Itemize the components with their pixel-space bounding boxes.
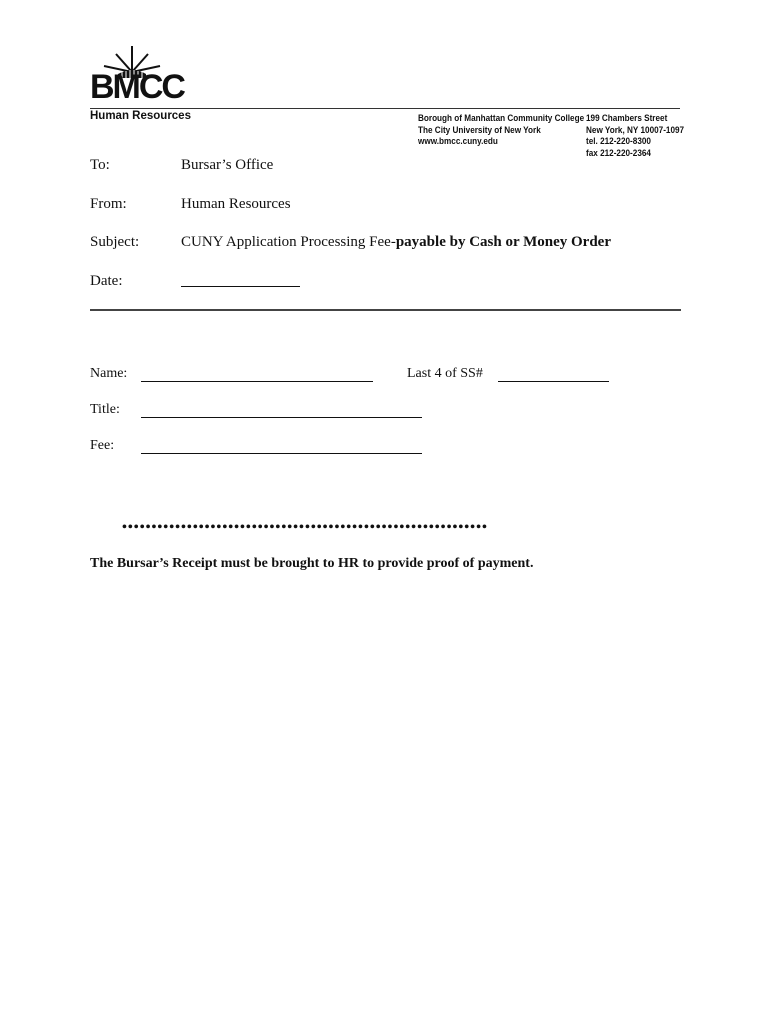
fax: fax 212-220-2364 — [586, 147, 651, 159]
fee-label: Fee: — [90, 438, 115, 453]
subject-label: Subject: — [90, 234, 140, 250]
to-label: To: — [90, 157, 110, 173]
dotted-separator: •••••••••••••••••••••••••••••••••••••••••••••••••••••••••••••• — [122, 520, 488, 535]
subject-value — [181, 234, 611, 251]
name-label: Name: — [90, 366, 128, 381]
memo-divider — [90, 309, 681, 311]
subject-bold: payable by Cash or Money Order — [395, 234, 611, 250]
name-field[interactable] — [141, 381, 373, 382]
title-label: Title: — [90, 402, 120, 417]
date-field[interactable] — [181, 286, 300, 287]
college-name: Borough of Manhattan Community College — [418, 113, 585, 124]
fee-field[interactable] — [141, 453, 422, 454]
department-name: Human Resources — [90, 110, 191, 122]
receipt-notice: The Bursar’s Receipt must be brought to HR to provide proof of payment. — [90, 556, 534, 571]
date-label: Date: — [90, 273, 123, 289]
bmcc-logo-text: BMCC — [90, 68, 184, 106]
city-address: New York, NY 10007-1097 — [586, 124, 685, 136]
from-label: From: — [90, 196, 127, 212]
title-field[interactable] — [141, 417, 422, 418]
ssn-field[interactable] — [498, 381, 609, 382]
letterhead-rule — [90, 108, 680, 109]
street-address: 199 Chambers Street — [586, 113, 668, 124]
telephone: tel. 212-220-8300 — [586, 136, 651, 147]
address-info — [586, 113, 684, 159]
to-value: Bursar’s Office — [181, 157, 274, 173]
ssn-label: Last 4 of SS# — [407, 366, 483, 381]
college-website: www.bmcc.cuny.edu — [418, 136, 498, 147]
from-value: Human Resources — [181, 196, 291, 212]
subject-plain: CUNY Application Processing Fee- — [181, 234, 396, 250]
college-info — [418, 113, 584, 148]
university-name: The City University of New York — [418, 124, 541, 136]
